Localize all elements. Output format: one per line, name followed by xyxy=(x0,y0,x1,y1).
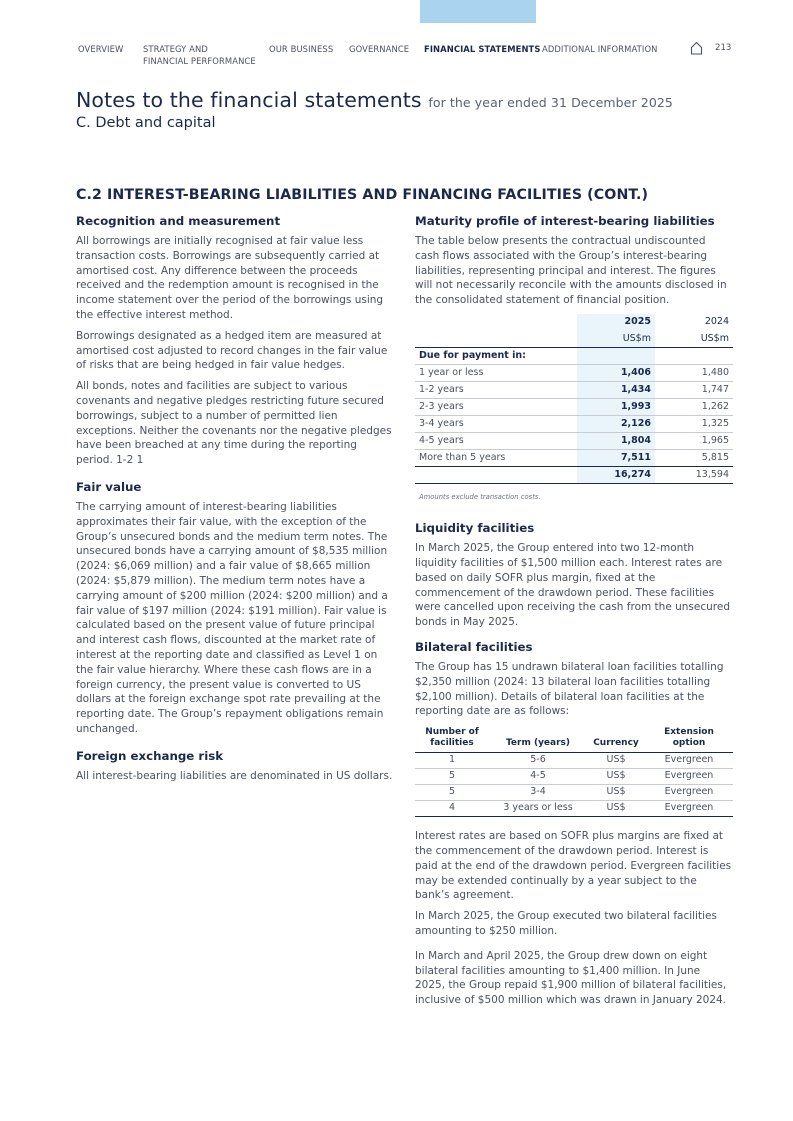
row-value-2024: 1,480 xyxy=(655,365,733,382)
home-icon[interactable] xyxy=(690,41,703,55)
cell-count: 5 xyxy=(415,769,489,785)
section-heading: C.2 INTEREST-BEARING LIABILITIES AND FINANCING FACILITIES (CONT.) xyxy=(76,187,649,203)
row-label: 4-5 years xyxy=(415,433,577,450)
bilateral-col-option: Extension option xyxy=(645,727,733,753)
cell-option: Evergreen xyxy=(645,769,733,785)
maturity-table xyxy=(415,314,733,485)
bilateral-paragraph-1: The Group has 15 undrawn bilateral loan facilities totalling $2,350 million (2024: 13 bilateral loan facilities totalling $2,100 million). Details of bilateral loan facilities at the reporting date are as follows: xyxy=(415,661,724,718)
bilateral-col-term: Term (years) xyxy=(489,727,587,753)
bilateral-paragraph-2: Interest rates are based on SOFR plus margins are fixed at the commencement of the drawdown period. Interest is paid at the end of the drawdown period. Evergreen facilities may be extended continually by a year subject to the bank’s agreement. xyxy=(415,830,732,902)
row-value-2025: 2,126 xyxy=(577,416,655,433)
cell-currency: US$ xyxy=(587,801,645,817)
nav-governance[interactable]: GOVERNANCE xyxy=(349,44,410,54)
cell-term: 3-4 xyxy=(489,785,587,801)
top-navigation xyxy=(78,43,731,69)
row-value-2025: 7,511 xyxy=(577,450,655,467)
page-title-main: Notes to the financial statements xyxy=(76,88,422,112)
table-row xyxy=(415,416,733,433)
page-subtitle: C. Debt and capital xyxy=(76,115,216,131)
nav-strategy-line2: FINANCIAL PERFORMANCE xyxy=(143,56,256,66)
cell-term: 4-5 xyxy=(489,769,587,785)
liquidity-heading: Liquidity facilities xyxy=(415,521,535,536)
bilateral-paragraph-3: In March 2025, the Group executed two bilateral facilities amounting to $250 million. xyxy=(415,910,717,938)
table-row xyxy=(415,399,733,416)
fair-value-paragraph: The carrying amount of interest-bearing liabilities approximates their fair value, with the exception of the Group’s unsecured bonds and the medium term notes. The unsecured bonds have a carrying amount of $8,535 million (2024: $6,069 million) and a fair value of $8,665 million (2024: $5,879 million). The medium term notes have a carrying amount of $200 million (2024: $200 million) and a fair value of $197 million (2024: $191 million). Fair value is calculated based on the present value of future principal and interest cash flows, discounted at the market rate of interest at the reporting date and classified as Level 1 on the fair value hierarchy. Where these cash flows are in a foreign currency, the present value is converted to US dollars at the foreign exchange spot rate prevailing at the reporting date. The Group’s repayment obligations remain unchanged. xyxy=(76,500,388,735)
total-row xyxy=(415,467,733,484)
maturity-col-2025: 2025 xyxy=(577,314,655,331)
row-value-2025: 1,434 xyxy=(577,382,655,399)
cell-option: Evergreen xyxy=(645,753,733,769)
cell-option: Evergreen xyxy=(645,801,733,817)
cell-term: 5-6 xyxy=(489,753,587,769)
cell-term: 3 years or less xyxy=(489,801,587,817)
top-accent-tab xyxy=(420,0,536,23)
row-value-2024: 1,965 xyxy=(655,433,733,450)
left-column xyxy=(76,214,396,790)
due-for-payment-label: Due for payment in: xyxy=(415,348,577,365)
table-row xyxy=(415,433,733,450)
maturity-col-2024: 2024 xyxy=(704,316,729,328)
total-2024: 13,594 xyxy=(655,467,733,484)
fx-risk-paragraph: All interest-bearing liabilities are denominated in US dollars. xyxy=(76,769,393,782)
cell-count: 5 xyxy=(415,785,489,801)
recognition-paragraph-2: Borrowings designated as a hedged item are measured at amortised cost adjusted to record changes in the fair value of risks that are being hedged in fair value hedges. xyxy=(76,329,388,372)
right-column xyxy=(415,214,733,1014)
bilateral-table xyxy=(415,727,733,817)
nav-overview[interactable]: OVERVIEW xyxy=(78,44,124,54)
liquidity-paragraph: In March 2025, the Group entered into two 12-month liquidity facilities of $1,500 million each. Interest rates are based on daily SOFR plus margin, fixed at the commencement of the drawdown period. These facilities were cancelled upon receiving the cash from the unsecured bonds in May 2025. xyxy=(415,542,731,629)
table-row xyxy=(415,801,733,817)
table-row xyxy=(415,365,733,382)
nav-strategy-line1: STRATEGY AND xyxy=(143,44,208,54)
row-value-2024: 5,815 xyxy=(701,452,729,464)
table-row xyxy=(415,382,733,399)
recognition-paragraph-1: All borrowings are initially recognised at fair value less transaction costs. Borrowings are subsequently carried at amortised cost. Any difference between the proceeds received and the redemption amount is recognised in the income statement over the period of the borrowings using the effective interest method. xyxy=(76,235,384,321)
row-value-2024: 1,325 xyxy=(655,416,733,433)
fair-value-heading: Fair value xyxy=(76,479,142,494)
row-label: 3-4 years xyxy=(415,416,577,433)
cell-count: 1 xyxy=(415,753,489,769)
row-value-2024: 1,262 xyxy=(655,399,733,416)
row-label: More than 5 years xyxy=(419,452,506,464)
table-row xyxy=(415,753,733,769)
maturity-unit-2025: US$m xyxy=(577,331,655,348)
table-row xyxy=(415,450,733,467)
bilateral-col-currency: Currency xyxy=(587,727,645,753)
bilateral-paragraph-4: In March and April 2025, the Group drew down on eight bilateral facilities amounting to $1,400 million. In June 2025, the Group repaid $1,900 million of bilateral facilities, inclusive of $500 million which was drawn in January 2024. xyxy=(415,949,727,1007)
nav-our-business[interactable]: OUR BUSINESS xyxy=(269,44,334,54)
page-title xyxy=(76,88,673,112)
row-value-2025: 1,993 xyxy=(577,399,655,416)
nav-strategy-and-financial-performance[interactable] xyxy=(143,43,256,67)
cell-count: 4 xyxy=(415,801,489,817)
row-value-2025: 1,406 xyxy=(577,365,655,382)
fx-risk-heading: Foreign exchange risk xyxy=(76,748,224,763)
row-label: 2-3 years xyxy=(415,399,577,416)
cell-currency: US$ xyxy=(587,769,645,785)
recognition-paragraph-3: All bonds, notes and facilities are subject to various covenants and negative pledges restricting future secured borrowings, subject to a number of permitted lien exceptions. Neither the covenants nor the negative pledges have been breached at any time during the reporting period. 1-2 1 xyxy=(76,380,392,467)
row-value-2024: 1,747 xyxy=(655,382,733,399)
nav-additional-information[interactable]: ADDITIONAL INFORMATION xyxy=(542,44,658,54)
row-value-2025: 1,804 xyxy=(577,433,655,450)
bilateral-heading: Bilateral facilities xyxy=(415,640,533,655)
table-row xyxy=(415,769,733,785)
table-row xyxy=(415,785,733,801)
bilateral-col-count: Number of facilities xyxy=(415,727,489,753)
page-number: 213 xyxy=(715,43,732,53)
maturity-unit-2024: US$m xyxy=(655,331,733,348)
cell-option: Evergreen xyxy=(645,785,733,801)
row-label: 1-2 years xyxy=(415,382,577,399)
row-label: 1 year or less xyxy=(415,365,577,382)
recognition-heading: Recognition and measurement xyxy=(76,214,281,228)
total-2025: 16,274 xyxy=(577,467,655,484)
nav-financial-statements[interactable]: FINANCIAL STATEMENTS xyxy=(424,44,541,54)
maturity-table-note: Amounts exclude transaction costs. xyxy=(419,493,541,502)
maturity-heading: Maturity profile of interest-bearing liabilities xyxy=(415,214,715,228)
page-title-suffix: for the year ended 31 December 2025 xyxy=(428,95,673,110)
maturity-paragraph: The table below presents the contractual undiscounted cash flows associated with the Group’s interest-bearing liabilities, representing principal and interest. The figures will not necessarily reconcile with the amounts disclosed in the consolidated statement of financial position. xyxy=(415,235,727,307)
cell-currency: US$ xyxy=(587,785,645,801)
cell-currency: US$ xyxy=(587,753,645,769)
